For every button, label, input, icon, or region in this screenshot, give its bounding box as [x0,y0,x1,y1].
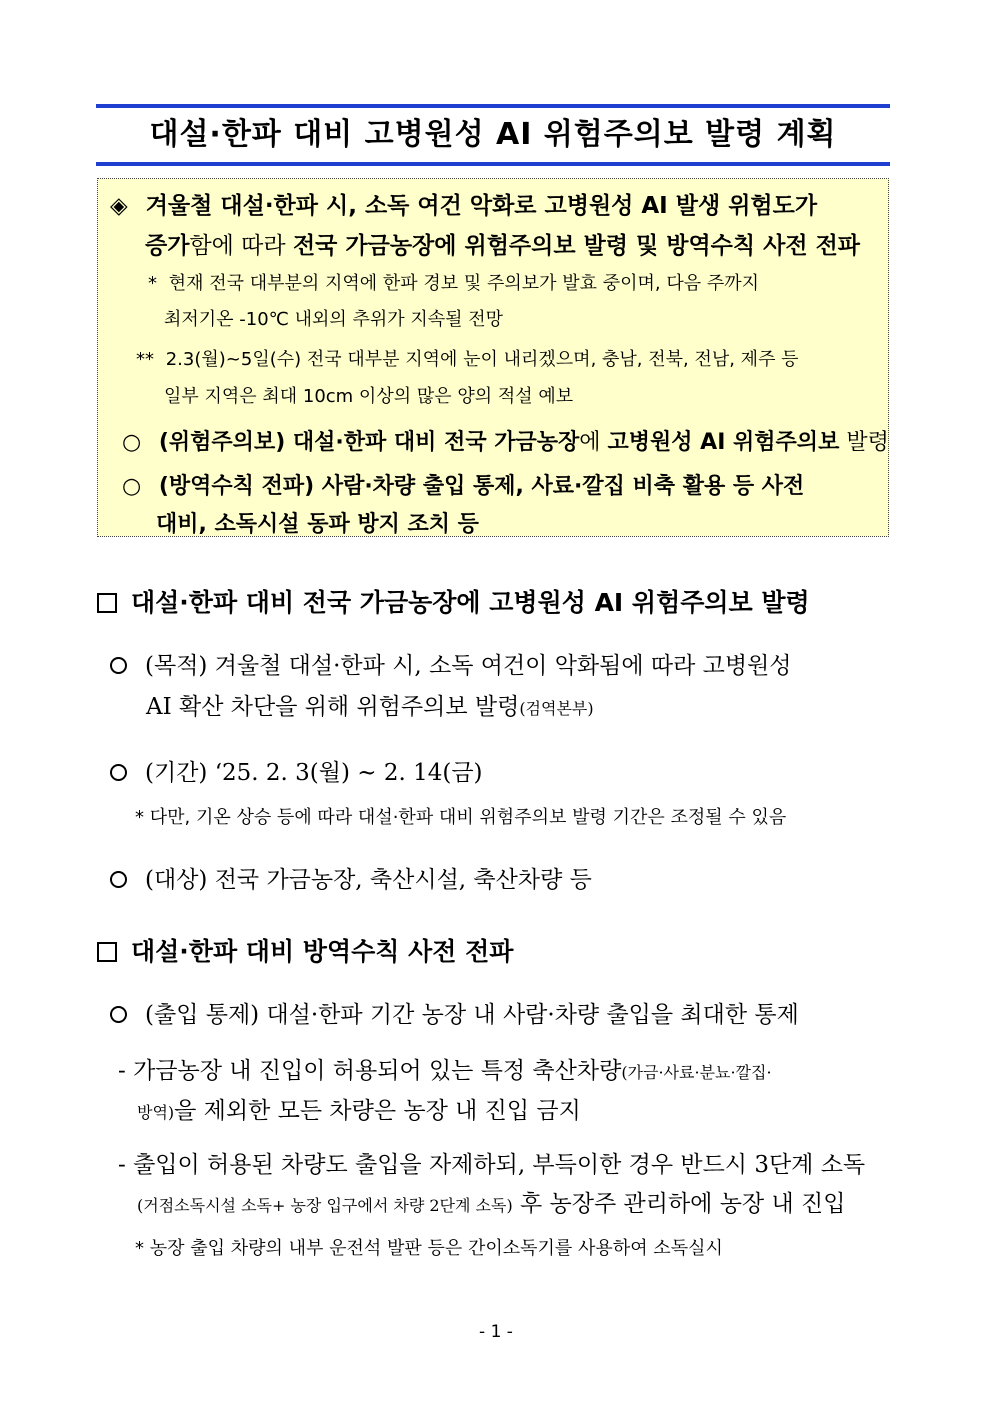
s2-note: * 농장 출입 차량의 내부 운전석 발판 등은 간이소독기를 사용하여 소독실시 [135,1238,723,1259]
document-title: 대설·한파 대비 고병원성 AI 위험주의보 발령 계획 [149,117,837,152]
page-number: - 1 - [479,1322,513,1342]
s1-target-text: (대상) 전국 가금농장, 축산시설, 축산차량 등 [145,867,592,893]
summary-item2-line2: 대비, 소독시설 동파 방지 조치 등 [156,512,479,537]
item1-text-a: (위험주의보) 대설·한파 대비 전국 가금농장 [158,430,580,455]
s1-target [110,861,592,894]
item2-text1: (방역수칙 전파) 사람·차량 출입 통제, 사료·깔집 비축 활용 등 사전 [158,474,805,499]
summary-main-text1: 겨울철 대설·한파 시, 소독 여건 악화로 고병원성 AI 발생 위험도가 [145,193,818,219]
s1-period-text: (기간) ‘25. 2. 3(월) ~ 2. 14(금) [145,760,483,786]
s1-purpose-line1 [110,647,792,680]
summary-item2-line1 [122,469,804,500]
summary-note2-line2: 일부 지역은 최대 10cm 이상의 많은 양의 적설 예보 [164,386,574,407]
hollow-circle-icon [110,1006,127,1023]
s2-dash1-small1: (가금·사료·분뇨·깔집· [621,1063,772,1082]
circle-bullet-icon: ○ [122,474,142,499]
s2-dash1-small2: 방역) [137,1103,175,1122]
checkbox-square-icon [97,942,117,962]
s1-purpose-text2: AI 확산 차단을 위해 위험주의보 발령 [146,694,520,720]
note2-asterisk: ** [136,349,154,370]
diamond-bullet-icon: ◈ [110,193,128,219]
note1-text1: 현재 전국 대부분의 지역에 한파 경보 및 주의보가 발효 중이며, 다음 주까지 [168,273,760,294]
section2-heading [97,932,513,968]
summary-main-text2b: 함에 따라 [189,233,293,259]
title-block [96,104,890,166]
s1-period [110,754,483,787]
s1-period-note: * 다만, 기온 상승 등에 따라 대설·한파 대비 위험주의보 발령 기간은 조정될 수 있음 [135,807,787,828]
item1-text-c: 고병원성 AI 위험주의보 [607,430,840,455]
title-bottom-rule [96,162,890,166]
s2-dash1-text2: 을 제외한 모든 차량은 농장 내 진입 금지 [174,1098,581,1124]
circle-bullet-icon: ○ [122,430,142,455]
s2-dash1-line1 [118,1052,772,1085]
hollow-circle-icon [110,657,127,674]
summary-main-text2c: 전국 가금농장에 위험주의보 발령 및 방역수칙 사전 전파 [292,233,861,259]
summary-note1-line1 [148,269,759,295]
item1-text-d: 발령 [839,430,889,455]
note2-text1: 2.3(월)~5일(수) 전국 대부분 지역에 눈이 내리겠으며, 충남, 전북, 전남, 제주 등 [165,349,799,370]
section1-heading [97,583,810,619]
section2-heading-text: 대설·한파 대비 방역수칙 사전 전파 [131,937,514,966]
summary-main-line1 [110,187,817,220]
summary-main-line2 [145,227,860,260]
s1-purpose-agency: (검역본부) [519,699,594,718]
summary-note1-line2: 최저기온 -10℃ 내외의 추위가 지속될 전망 [164,309,504,330]
s2-dash2-line1: - 출입이 허용된 차량도 출입을 자제하되, 부득이한 경우 반드시 3단계 소독 [118,1152,866,1178]
s2-dash2-text2: 후 농장주 관리하에 농장 내 진입 [512,1191,846,1217]
s1-purpose-text1: (목적) 겨울철 대설·한파 시, 소독 여건이 악화됨에 따라 고병원성 [145,653,792,679]
s2-control-text: (출입 통제) 대설·한파 기간 농장 내 사람·차량 출입을 최대한 통제 [145,1002,799,1028]
s2-dash2-small: (거점소독시설 소독+ 농장 입구에서 차량 2단계 소독) [137,1196,513,1215]
s2-dash2-line2 [137,1185,845,1218]
checkbox-square-icon [97,593,117,613]
summary-item1 [122,425,889,456]
s2-control [110,996,799,1029]
s2-dash1-line2 [137,1092,581,1125]
summary-box [97,178,889,537]
item1-text-b: 에 [579,430,608,455]
note1-asterisk: * [148,273,157,294]
summary-main-text2a: 증가 [145,233,190,259]
s2-dash1-text1: - 가금농장 내 진입이 허용되어 있는 특정 축산차량 [118,1058,622,1084]
hollow-circle-icon [110,764,127,781]
section1-heading-text: 대설·한파 대비 전국 가금농장에 고병원성 AI 위험주의보 발령 [131,588,810,617]
summary-note2-line1 [136,345,799,371]
s1-purpose-line2 [146,688,594,721]
hollow-circle-icon [110,871,127,888]
